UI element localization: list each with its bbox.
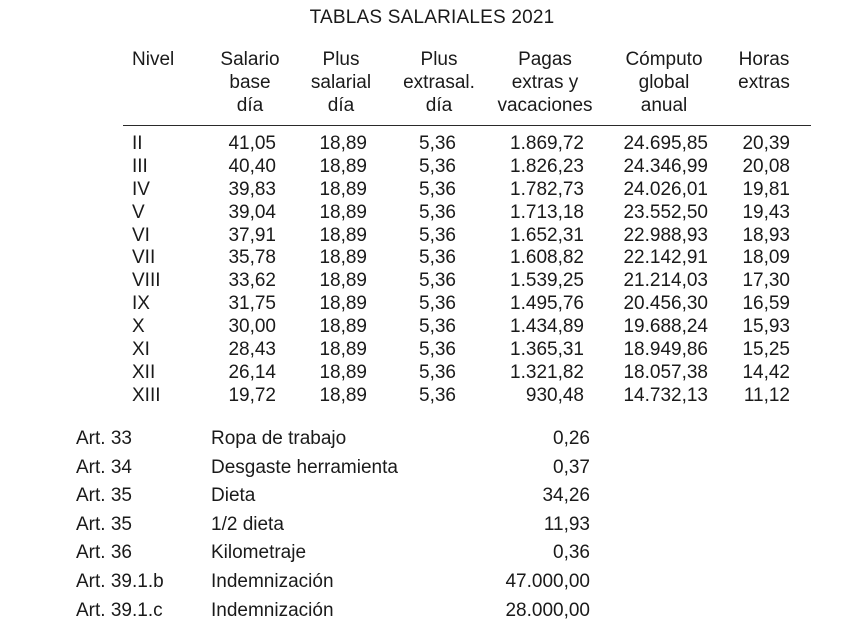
article-value: 0,26 <box>553 428 590 449</box>
article-code: Art. 39.1.c <box>76 599 163 621</box>
article-row <box>0 568 864 597</box>
header-line: base <box>229 72 271 93</box>
cell-nivel: III <box>132 155 148 177</box>
cell-plus-extrasal: 5,36 <box>419 178 456 200</box>
cell-plus-salarial: 18,89 <box>319 155 367 177</box>
article-code: Art. 34 <box>76 456 132 478</box>
article-code: Art. 35 <box>76 513 132 535</box>
cell-horas: 15,93 <box>742 316 790 338</box>
cell-plus-salarial: 18,89 <box>319 224 367 246</box>
header-nivel <box>132 48 174 71</box>
cell-plus-salarial: 18,89 <box>319 339 367 361</box>
table-row <box>0 179 864 202</box>
header-line: extrasal. <box>403 72 475 93</box>
header-line: día <box>327 95 355 116</box>
header-line: extras <box>738 72 790 93</box>
cell-pagas: 1.365,31 <box>510 339 584 361</box>
cell-salario: 40,40 <box>228 155 276 177</box>
article-concept: Ropa de trabajo <box>211 428 347 449</box>
cell-computo: 21.214,03 <box>623 270 708 292</box>
article-row <box>0 597 864 625</box>
article-value: 34,26 <box>542 485 590 507</box>
cell-pagas: 1.321,82 <box>510 361 584 383</box>
header-line: Salario <box>220 49 280 70</box>
cell-horas: 17,30 <box>742 270 790 292</box>
cell-plus-salarial: 18,89 <box>319 270 367 292</box>
article-code: Art. 36 <box>76 542 132 564</box>
cell-salario: 33,62 <box>228 270 276 292</box>
cell-plus-extrasal: 5,36 <box>419 384 456 406</box>
cell-salario: 35,78 <box>228 247 276 269</box>
cell-pagas: 1.869,72 <box>510 133 584 154</box>
article-value: 0,37 <box>553 456 590 478</box>
cell-plus-extrasal: 5,36 <box>419 293 456 315</box>
cell-pagas: 1.826,23 <box>510 155 584 177</box>
cell-plus-salarial: 18,89 <box>319 201 367 223</box>
article-row <box>0 511 864 540</box>
cell-salario: 37,91 <box>228 224 276 246</box>
cell-plus-extrasal: 5,36 <box>419 339 456 361</box>
cell-nivel: VI <box>132 224 150 246</box>
cell-nivel: X <box>132 316 145 338</box>
header-line: Cómputo <box>625 49 703 70</box>
cell-salario: 28,43 <box>228 339 276 361</box>
header-line: salarial <box>310 72 372 93</box>
header-line: día <box>425 95 453 116</box>
cell-horas: 19,81 <box>742 178 790 200</box>
article-row <box>0 454 864 483</box>
cell-computo: 23.552,50 <box>623 201 708 223</box>
cell-plus-extrasal: 5,36 <box>419 247 456 269</box>
cell-plus-extrasal: 5,36 <box>419 133 456 154</box>
cell-nivel: VIII <box>132 270 161 292</box>
table-row <box>0 247 864 270</box>
cell-horas: 15,25 <box>742 339 790 361</box>
header-line: anual <box>640 95 688 116</box>
table-row <box>0 156 864 179</box>
cell-plus-extrasal: 5,36 <box>419 201 456 223</box>
table-row <box>0 293 864 316</box>
cell-computo: 24.695,85 <box>623 133 708 154</box>
cell-pagas: 1.434,89 <box>510 316 584 338</box>
header-line: Nivel <box>132 49 175 70</box>
cell-computo: 24.026,01 <box>623 178 708 200</box>
cell-salario: 30,00 <box>228 316 276 338</box>
cell-computo: 20.456,30 <box>623 293 708 315</box>
table-row <box>0 225 864 248</box>
cell-pagas: 1.713,18 <box>510 201 584 223</box>
cell-salario: 39,83 <box>228 178 276 200</box>
header-line: Plus <box>322 49 360 70</box>
cell-plus-salarial: 18,89 <box>319 178 367 200</box>
cell-plus-extrasal: 5,36 <box>419 270 456 292</box>
article-concept: Dieta <box>211 485 256 507</box>
cell-salario: 39,04 <box>228 201 276 223</box>
cell-nivel: V <box>132 201 145 223</box>
cell-computo: 24.346,99 <box>623 155 708 177</box>
article-concept: 1/2 dieta <box>211 513 284 535</box>
header-plus-salarial <box>298 48 384 117</box>
article-row <box>0 539 864 568</box>
cell-plus-extrasal: 5,36 <box>419 155 456 177</box>
cell-nivel: XII <box>132 361 156 383</box>
cell-nivel: IX <box>132 293 150 315</box>
table-row <box>0 362 864 385</box>
cell-salario: 41,05 <box>228 133 276 154</box>
cell-pagas: 1.782,73 <box>510 178 584 200</box>
header-line: Plus <box>420 49 458 70</box>
header-divider <box>123 125 811 126</box>
salary-table-body <box>0 133 864 408</box>
article-code: Art. 39.1.b <box>76 570 164 592</box>
header-line: global <box>638 72 690 93</box>
cell-computo: 22.988,93 <box>623 224 708 246</box>
article-concept: Kilometraje <box>211 542 307 564</box>
header-plus-extrasal <box>394 48 484 117</box>
cell-computo: 18.057,38 <box>623 361 708 383</box>
article-row <box>0 425 864 454</box>
cell-horas: 20,08 <box>742 155 790 177</box>
header-computo <box>612 48 716 117</box>
cell-plus-salarial: 18,89 <box>319 316 367 338</box>
cell-nivel: IV <box>132 178 150 200</box>
article-row <box>0 482 864 511</box>
article-value: 0,36 <box>553 542 590 564</box>
cell-horas: 16,59 <box>742 293 790 315</box>
articles-list <box>0 425 864 625</box>
cell-nivel: XIII <box>132 384 161 406</box>
page-title: TABLAS SALARIALES 2021 <box>309 7 555 28</box>
table-row <box>0 339 864 362</box>
cell-horas: 18,09 <box>742 247 790 269</box>
article-value: 47.000,00 <box>505 570 590 592</box>
article-value: 28.000,00 <box>505 599 590 621</box>
cell-horas: 20,39 <box>742 133 790 154</box>
cell-computo: 22.142,91 <box>623 247 708 269</box>
table-row <box>0 133 864 156</box>
cell-computo: 14.732,13 <box>623 384 708 406</box>
cell-pagas: 1.652,31 <box>510 224 584 246</box>
cell-plus-salarial: 18,89 <box>319 133 367 154</box>
cell-pagas: 1.608,82 <box>510 247 584 269</box>
cell-plus-salarial: 18,89 <box>319 293 367 315</box>
cell-horas: 18,93 <box>742 224 790 246</box>
cell-plus-extrasal: 5,36 <box>419 361 456 383</box>
table-row <box>0 316 864 339</box>
cell-plus-salarial: 18,89 <box>319 361 367 383</box>
cell-plus-salarial: 18,89 <box>319 247 367 269</box>
header-line: día <box>236 95 264 116</box>
header-line: extras y <box>511 72 579 93</box>
cell-salario: 26,14 <box>228 361 276 383</box>
cell-horas: 19,43 <box>742 201 790 223</box>
article-concept: Desgaste herramienta <box>211 456 398 478</box>
cell-salario: 19,72 <box>228 384 276 406</box>
cell-pagas: 1.495,76 <box>510 293 584 315</box>
cell-nivel: VII <box>132 247 156 269</box>
cell-nivel: II <box>132 133 143 154</box>
article-concept: Indemnización <box>211 599 334 621</box>
header-line: Horas <box>738 49 790 70</box>
article-code: Art. 35 <box>76 485 132 507</box>
table-row <box>0 385 864 408</box>
cell-computo: 19.688,24 <box>623 316 708 338</box>
cell-horas: 11,12 <box>743 384 790 406</box>
cell-plus-extrasal: 5,36 <box>419 316 456 338</box>
article-concept: Indemnización <box>211 570 334 592</box>
header-salario <box>210 48 290 117</box>
table-row <box>0 270 864 293</box>
cell-nivel: XI <box>132 339 150 361</box>
article-value: 11,93 <box>543 513 590 535</box>
header-line: vacaciones <box>497 95 593 116</box>
header-line: Pagas <box>518 49 572 70</box>
cell-pagas: 930,48 <box>525 384 584 406</box>
cell-plus-extrasal: 5,36 <box>419 224 456 246</box>
header-horas <box>726 48 802 94</box>
table-row <box>0 202 864 225</box>
cell-plus-salarial: 18,89 <box>319 384 367 406</box>
header-pagas <box>488 48 602 117</box>
article-code: Art. 33 <box>76 428 132 449</box>
cell-horas: 14,42 <box>742 361 790 383</box>
cell-computo: 18.949,86 <box>623 339 708 361</box>
cell-salario: 31,75 <box>228 293 276 315</box>
cell-pagas: 1.539,25 <box>510 270 584 292</box>
